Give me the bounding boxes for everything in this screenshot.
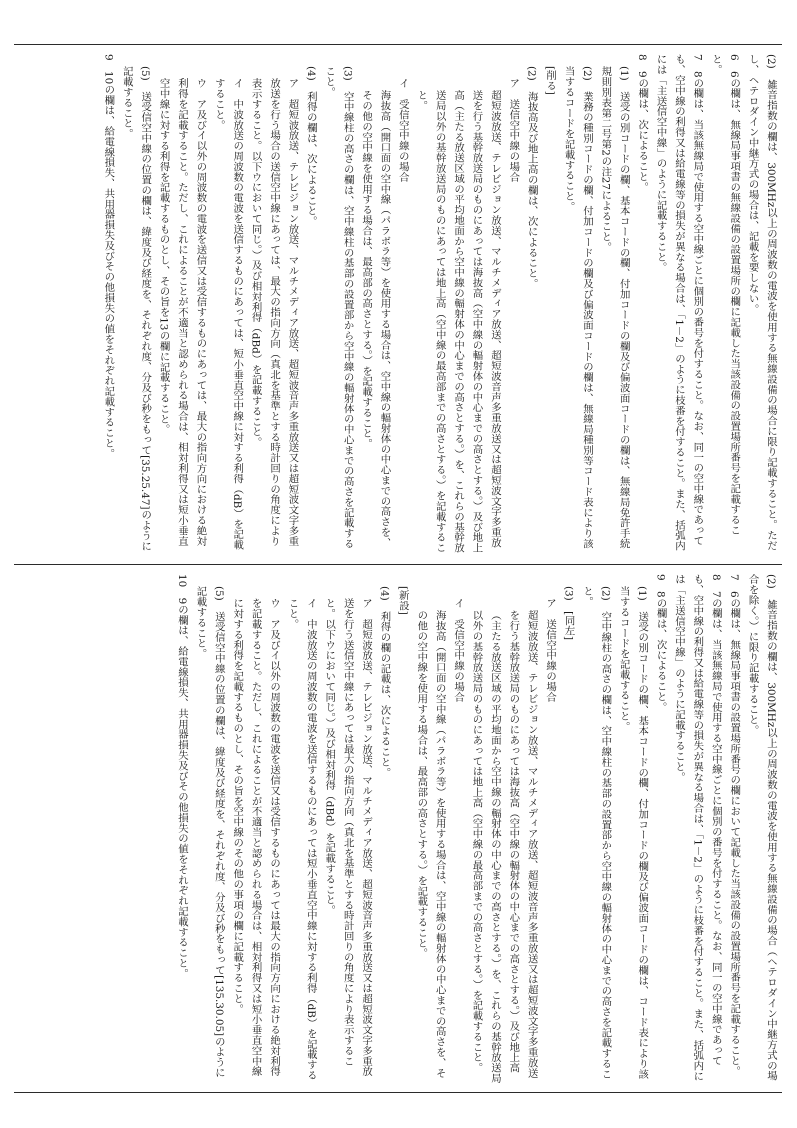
clause-line: 海抜高（開口面の空中線（パラボラ等）を使用する場合は、空中線の輻射体の中心までの高さを、その他の空中線を使用する場合は、最高部の高さとする。）を記載すること。	[415, 610, 446, 1078]
clause-line: 9 10の欄は、給電線損失、共用器損失及びその他損失の値をそれぞれ記載すること。	[102, 54, 115, 459]
clause-line: (4) 利得の欄の記載は、次によること。	[378, 586, 391, 778]
bottom-border-rule	[14, 1092, 782, 1093]
clause-line: (5) 送受信空中線の位置の欄は、緯度及び経度を、それぞれ度、分及び秒をもって[35.25.47]のように記載すること。	[120, 66, 152, 552]
clause-line: イ 中波放送の周波数の電波を送信するものにあっては、短小垂直空中線に対する利得（dB）を記載すること。	[212, 78, 244, 550]
clause-line: イ 受信空中線の場合	[452, 598, 465, 702]
clause-line: (4) 利得の欄は、次によること。	[304, 66, 317, 227]
clause-line: 8 7の欄は、当該無線局で使用する空中線ごとに個別の番号を付すること。なお、同一の空中線であっても、空中線の利得又は給電線等の損失が異なる場合は、「1－2」のように枝番を付すること。また、括弧内には「主送信空中線」のように記載すること。	[672, 574, 722, 1082]
clause-line: ア 送信空中線の場合	[507, 78, 520, 182]
clause-line: イ 受信空中線の場合	[396, 78, 409, 182]
clause-line: ウ ア及びイ以外の周波数の電波を送信又は受信するものにあっては、最大の指向方向における絶対利得を記載すること。ただし、これによることが不適当と認められる場合は、相対利得又は短小垂直空中線に対する利得を記載するものとし、その旨を13の欄に記載すること。	[157, 78, 207, 546]
clause-line: (2) 雑音指数の欄は、300MHz以上の周波数の電波を使用する無線設備の場合（ヘテロダイン中継方式の場合を除く。）に限り記載すること。	[746, 574, 777, 1081]
clause-line: 9 8の欄は、次によること。	[654, 574, 667, 713]
clause-line: 超短波放送、テレビジョン放送、マルチメディア放送、超短波音声多重放送又は超短波文字多重放送を行う基幹放送局のものにあっては海抜高（空中線の輻射体の中心までの高さとする。）及び地上高（主たる放送区域の平均地面から空中線の輻射体の中心までの高さとする。）を、これらの基幹放送局以外の基幹放送局のものにあっては地上高（空中線の最高部までの高さとする。）を記載すること。	[470, 610, 538, 1084]
clause-line: (1) 送受の別コードの欄、基本コードの欄、付加コードの欄及び偏波面コードの欄は、コード表により該当するコードを記載すること。	[617, 586, 649, 1080]
revised-text-panel	[18, 54, 780, 554]
clause-line: (2) 雑音指数の欄は、300MHz以上の周波数の電波を使用する無線設備の場合に限り記載すること。ただし、ヘテロダイン中継方式の場合は、記載を要しない。	[746, 54, 777, 551]
clause-line: 10 9の欄は、給電線損失、共用器損失及びその他損失の値をそれぞれ記載すること。	[176, 574, 188, 979]
clause-line: [削る]	[544, 66, 557, 95]
clause-line: 7 6の欄は、無線局事項書の設置場所番号の欄において記載した当該設備の設置場所番号を記載すること。	[728, 574, 741, 1077]
clause-line: (1) 送受の別コードの欄、基本コードの欄、付加コードの欄及び偏波面コードの欄は、無線局免許手続規則別表第二号第2の注27によること。	[599, 66, 630, 549]
clause-line: (5) 送受信空中線の位置の欄は、緯度及び経度を、それぞれ度、分及び秒をもって[135.30.05]のように記載すること。	[194, 586, 225, 1078]
top-border-rule	[14, 44, 782, 45]
middle-divider-rule	[14, 564, 782, 565]
clause-line: イ 中波放送の周波数の電波を送信するものにあっては短小垂直空中線に対する利得（dB）を記載すること。	[286, 598, 317, 1081]
clause-line: ア 超短波放送、テレビジョン放送、マルチメディア放送、超短波音声多重放送又は超短波文字多重放送を行う場合の送信空中線にあっては、最大の指向方向（真北を基準とする時計回りの角度により表示すること。以下ウにおいて同じ。）及び相対利得（dBd）を記載すること。	[249, 78, 299, 546]
clause-line: ア 送信空中線の場合	[544, 598, 557, 702]
clause-line: (2) 海抜高及び地上高の欄は、次によること。	[525, 66, 538, 289]
clause-line: (3) 空中線柱の高さの欄は、空中線柱の基部の設置部から空中線の輻射体の中心までの高さを記載すること。	[323, 66, 354, 549]
clause-line: [新設]	[396, 586, 409, 615]
clause-line: 7 8の欄は、当該無線局で使用する空中線ごとに個別の番号を付すること。なお、同一の空中線であっても、空中線の利得又は給電線等の損失が異なる場合は、「1－2」のように枝番を付すること。また、括弧内には「主送信空中線」のように記載すること。	[654, 54, 704, 551]
clause-line: 超短波放送、テレビジョン放送、マルチメディア放送、超短波音声多重放送又は超短波文字多重放送を行う基幹放送局のものにあっては海抜高（空中線の輻射体の中心までの高さとする。）及び地上高（主たる放送区域の平均地面から空中線の輻射体の中心までの高さとする。）を、これらの基幹放送局以外の基幹放送局のものにあっては地上高（空中線の最高部までの高さとする。）を記載すること。	[415, 90, 501, 553]
clause-line: (2) 業務の種別コードの欄、付加コードの欄及び偏波面コードの欄は、無線局種別等コード表により該当するコードを記載すること。	[562, 66, 593, 549]
clause-line: ア 超短波放送、テレビジョン放送、マルチメディア放送、超短波音声多重放送又は超短波文字多重放送を行う送信空中線にあっては最大の指向方向（真北を基準とする時計回りの角度により表示すること。以下ウにおいて同じ。）及び相対利得（dBd）を記載すること。	[323, 598, 373, 1077]
clause-line: 8 9の欄は、次によること。	[636, 54, 649, 193]
clause-line: 海抜高（開口面の空中線（パラボラ等）を使用する場合は、空中線の輻射体の中心までの高さを、その他の空中線を使用する場合は、最高部の高さとする。）を記載すること。	[360, 90, 391, 548]
current-text-panel	[18, 574, 780, 1084]
clause-line: ウ ア及びイ以外の周波数の電波を送信又は受信するものにあっては最大の指向方向における絶対利得を記載すること。ただし、これによることが不適当と認められる場合は、相対利得又は短小垂直空中線に対する利得を記載するものとし、その旨を空中線のその他の事項の欄に記載すること。	[231, 598, 281, 1077]
clause-line: (3) [同左]	[562, 586, 575, 641]
clause-line: (2) 空中線柱の高さの欄は、空中線柱の基部の設置部から空中線の輻射体の中心までの高さを記載すること。	[580, 586, 612, 1080]
clause-line: 6 6の欄は、無線局事項書の無線設備の設置場所の欄に記載した当該設備の設置場所番号を記載すること。	[709, 54, 741, 536]
